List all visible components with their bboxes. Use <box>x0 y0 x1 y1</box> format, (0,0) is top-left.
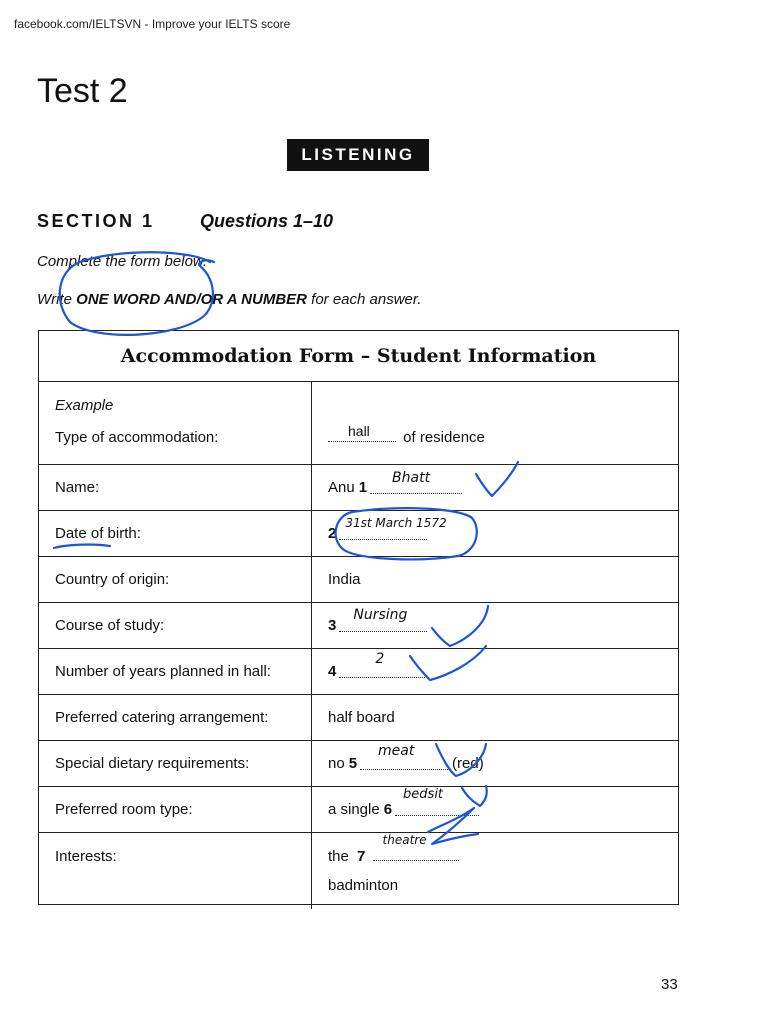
listening-badge: LISTENING <box>287 139 429 171</box>
question-number: 6 <box>383 801 393 818</box>
example-suffix: of residence <box>403 429 485 446</box>
form-row-country <box>39 557 678 603</box>
question-number: 7 <box>357 848 366 865</box>
answer-blank[interactable] <box>360 743 448 770</box>
row-prefix: no <box>328 755 345 772</box>
question-number: 4 <box>328 663 337 680</box>
row-value <box>312 603 678 648</box>
example-answer: hall <box>348 423 370 439</box>
instruction-suffix: for each answer. <box>307 291 422 308</box>
handwritten-answer: Nursing <box>353 607 408 623</box>
question-number: 3 <box>328 617 337 634</box>
question-number: 1 <box>358 479 368 496</box>
row-label: Interests: <box>39 833 312 909</box>
source-note: facebook.com/IELTSVN - Improve your IELTS score <box>14 17 291 31</box>
example-value-cell <box>312 382 678 464</box>
interests-line-2: badminton <box>328 877 399 894</box>
row-value <box>312 649 678 694</box>
form-row-catering <box>39 695 678 741</box>
example-answer-blank <box>328 423 396 442</box>
form-row-years <box>39 649 678 695</box>
answer-blank[interactable] <box>339 607 427 632</box>
instruction-word-limit <box>37 291 422 308</box>
example-heading: Example <box>55 397 114 414</box>
instruction-complete: Complete the form below. <box>37 253 208 270</box>
row-prefix: a single <box>328 801 380 818</box>
accommodation-form <box>38 330 679 905</box>
interests-line-1 <box>328 833 459 865</box>
answer-blank[interactable] <box>370 470 462 494</box>
row-value <box>312 833 678 909</box>
form-row-name <box>39 465 678 511</box>
row-prefix: Anu <box>328 479 355 496</box>
handwritten-answer: 31st March 1572 <box>345 516 447 530</box>
section-label: SECTION 1 <box>37 211 155 231</box>
row-suffix: (red) <box>452 755 484 772</box>
page-title: Test 2 <box>37 72 128 110</box>
row-value: India <box>328 571 361 588</box>
form-title: Accommodation Form – Student Information <box>39 331 678 382</box>
row-label: Preferred catering arrangement: <box>39 695 312 740</box>
handwritten-answer: meat <box>378 743 415 759</box>
row-prefix: the <box>328 848 349 865</box>
question-number: 2 <box>328 525 337 542</box>
row-label: Special dietary requirements: <box>39 741 312 786</box>
row-value <box>312 511 678 556</box>
form-row-interests <box>39 833 678 909</box>
section-heading <box>37 211 334 232</box>
handwritten-answer: 2 <box>375 651 385 667</box>
row-label: Name: <box>39 465 312 510</box>
example-label: Type of accommodation: <box>55 429 219 446</box>
answer-blank[interactable] <box>373 833 459 861</box>
row-label: Course of study: <box>39 603 312 648</box>
form-row-diet <box>39 741 678 787</box>
page-number: 33 <box>661 976 678 993</box>
answer-blank[interactable] <box>339 651 427 678</box>
question-number: 5 <box>348 755 358 772</box>
row-value: half board <box>328 709 395 726</box>
form-row-room <box>39 787 678 833</box>
handwritten-answer: bedsit <box>403 787 444 802</box>
form-row-dob <box>39 511 678 557</box>
instruction-prefix: Write <box>37 291 77 308</box>
row-value <box>312 741 678 786</box>
handwritten-answer: Bhatt <box>392 470 431 486</box>
row-label: Country of origin: <box>39 557 312 602</box>
row-label: Number of years planned in hall: <box>39 649 312 694</box>
answer-blank[interactable] <box>339 516 447 540</box>
answer-blank[interactable] <box>395 787 479 816</box>
row-value <box>312 787 678 832</box>
row-label: Date of birth: <box>39 511 312 556</box>
row-value <box>312 465 678 510</box>
form-row-course <box>39 603 678 649</box>
instruction-bold: ONE WORD AND/OR A NUMBER <box>76 291 307 308</box>
handwritten-answer: theatre <box>382 833 427 847</box>
section-questions: Questions 1–10 <box>200 211 334 231</box>
form-row-example <box>39 382 678 465</box>
example-label-cell <box>39 382 312 464</box>
row-label: Preferred room type: <box>39 787 312 832</box>
example-answer-line <box>328 423 485 446</box>
